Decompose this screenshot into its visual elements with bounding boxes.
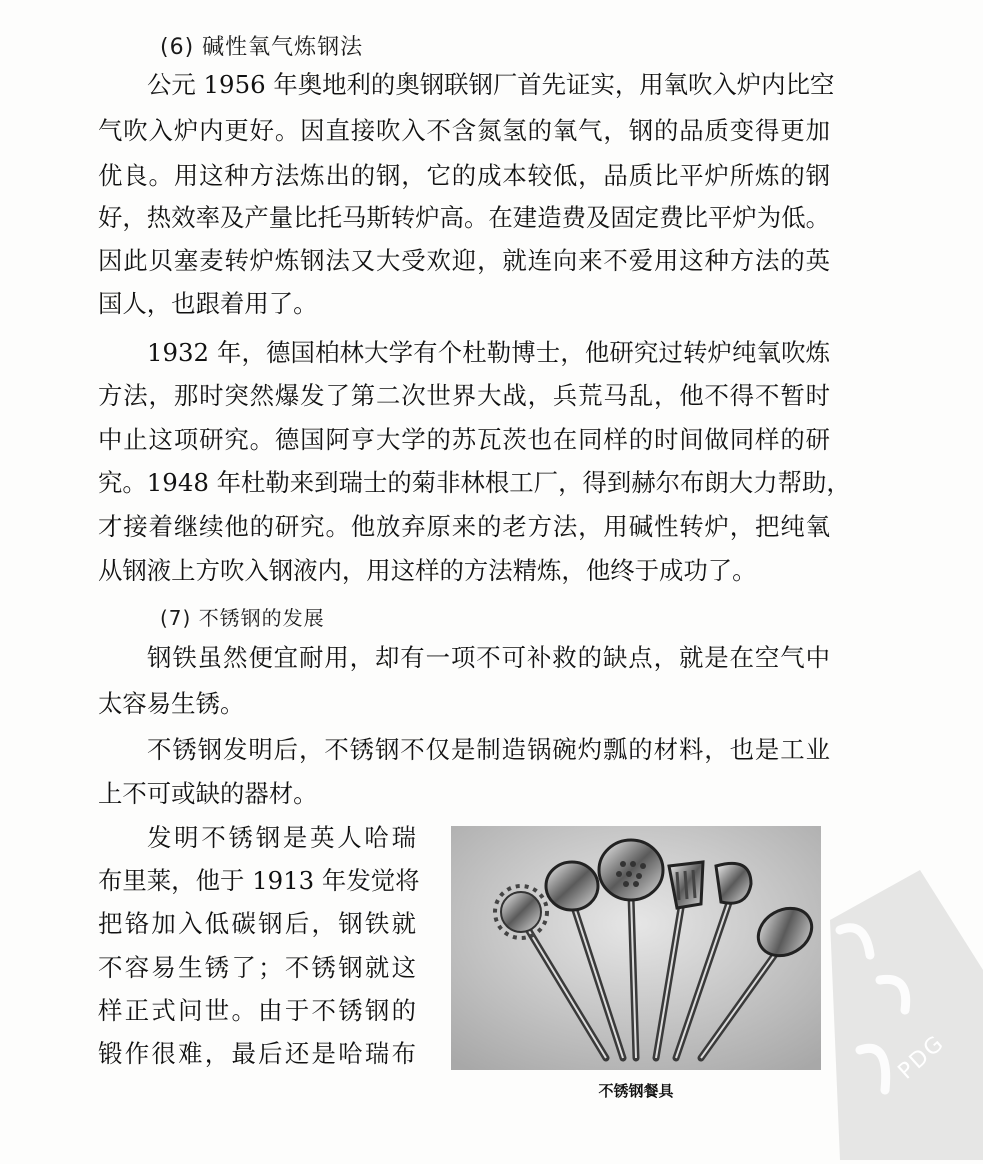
watermark-text: PDG <box>893 1030 950 1085</box>
watermark-stamp <box>770 860 983 1160</box>
text-line: 锻作很难，最后还是哈瑞布 <box>98 1039 416 1068</box>
text-line: 中止这项研究。德国阿亨大学的苏瓦茨也在同样的时间做同样的研 <box>98 425 830 454</box>
text-line: 才接着继续他的研究。他放弃原来的老方法，用碱性转炉，把纯氧 <box>98 512 830 541</box>
text-line: 1932 年，德国柏林大学有个杜勒博士，他研究过转炉纯氧吹炼 <box>147 338 830 367</box>
text-line: 公元 1956 年奥地利的奥钢联钢厂首先证实，用氧吹入炉内比空 <box>147 70 835 99</box>
text-line: 样正式问世。由于不锈钢的 <box>98 996 416 1025</box>
kitchen-utensils-photo <box>451 826 821 1070</box>
text-line: 优良。用这种方法炼出的钢，它的成本较低，品质比平炉所炼的钢 <box>98 161 830 190</box>
text-line: 从钢液上方吹入钢液内，用这样的方法精炼，他终于成功了。 <box>98 556 757 585</box>
text-line: 不容易生锈了；不锈钢就这 <box>98 953 416 982</box>
figure-caption: 不锈钢餐具 <box>598 1082 674 1100</box>
text-line: 把铬加入低碳钢后，钢铁就 <box>98 909 416 938</box>
text-line: 因此贝塞麦转炉炼钢法又大受欢迎，就连向来不爱用这种方法的英 <box>98 246 830 275</box>
text-line: 气吹入炉内更好。因直接吹入不含氮氢的氧气，钢的品质变得更加 <box>98 116 830 145</box>
section-6-title: (6) 碱性氧气炼钢法 <box>160 35 364 60</box>
section-7-title: (7) 不锈钢的发展 <box>160 606 325 630</box>
text-line: 发明不锈钢是英人哈瑞 <box>147 823 416 852</box>
text-line: 国人，也跟着用了。 <box>98 289 318 318</box>
text-line: 上不可或缺的器材。 <box>98 779 318 808</box>
text-line: 方法，那时突然爆发了第二次世界大战，兵荒马乱，他不得不暂时 <box>98 381 830 410</box>
text-line: 究。1948 年杜勒来到瑞士的菊非林根工厂，得到赫尔布朗大力帮助， <box>98 468 851 497</box>
text-line: 太容易生锈。 <box>98 689 245 718</box>
text-line: 钢铁虽然便宜耐用，却有一项不可补救的缺点，就是在空气中 <box>147 643 830 672</box>
text-line: 不锈钢发明后，不锈钢不仅是制造锅碗灼瓢的材料，也是工业 <box>147 735 830 764</box>
text-line: 布里莱，他于 1913 年发觉将 <box>98 866 420 895</box>
text-line: 好，热效率及产量比托马斯转炉高。在建造费及固定费比平炉为低。 <box>98 203 830 232</box>
